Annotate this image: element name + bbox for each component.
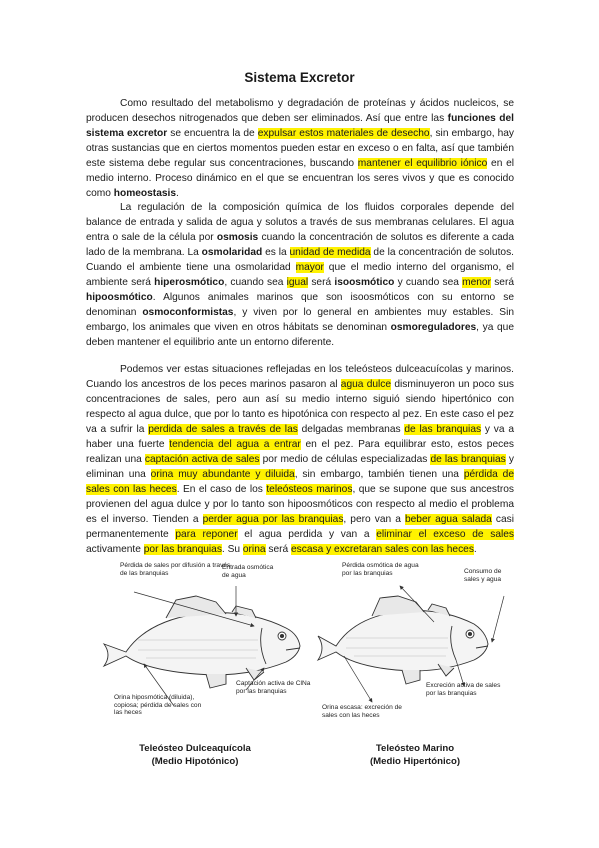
fresh-label-active-uptake: Captación activa de ClNa por las branquias <box>236 680 311 695</box>
caption-marine-title: Teleósteo Marino <box>375 743 455 754</box>
marine-label-salt-excretion: Excreción activa de sales por las branquias <box>426 682 501 697</box>
fish-illustrations <box>86 556 516 746</box>
marine-label-urine: Orina escasa: excreción de sales con las heces <box>322 704 402 719</box>
caption-marine <box>330 742 500 768</box>
paragraph-osmoregulation: La regulación de la composición química de los fluidos corporales depende del balance de entrada y salida de agua y solutos a través de sus membranas celulares. El agua entra o sale de la célula por osmosis cuando la concentración de solutos es diferente a cada lado de la membrana. La osmolaridad es la unidad de medida de la concentración de solutos. Cuando el ambiente tiene una osmolaridad mayor que el medio interno del organismo, el ambiente será hiperosmótico, cuando sea igual será isoosmótico y cuando sea menor será hipoosmótico. Algunos animales marinos que son isoosmóticos con su entorno se denominan osmoconformistas, y viven por lo general en ambientes muy estables. Sin embargo, los animales que viven en otros hábitats se denominan osmoreguladores, ya que deben mantener el equilibrio ante un entorno diferente. <box>86 202 515 348</box>
caption-freshwater <box>110 742 280 768</box>
marine-label-drinking: Consumo de sales y agua <box>464 568 502 583</box>
fresh-label-water-intake: Entrada osmótica de agua <box>222 564 274 579</box>
paragraph-intro: Como resultado del metabolismo y degradación de proteínas y ácidos nucleicos, se producen desechos nitrogenados que deben ser eliminados. Así que entre las funciones del sistema excretor se encuentra la de expulsar estos materiales de desecho, sin embargo, hay otras sustancias que en ciertos momentos pueden estar en exceso o en falta, así que también este sistema debe regular sus concentraciones, buscando mantener el equilibrio iónico en el medio interno. Proceso dinámico en el que se encuentran los seres vivos y que es conocido como homeostasis. <box>86 98 515 199</box>
marine-fish-drawing <box>318 596 488 684</box>
fresh-label-salt-loss: Pérdida de sales por difusión a través de las branquias <box>120 562 231 577</box>
fresh-label-urine: Orina hiposmótica (diluida), copiosa; pérdida de sales con las heces <box>114 694 202 717</box>
page-title: Sistema Excretor <box>244 70 355 85</box>
paragraph-teleosts: Podemos ver estas situaciones reflejadas en los teleósteos dulceacuícolas y marinos. Cuando los ancestros de los peces marinos pasaron al agua dulce disminuyeron un poco sus concentraciones de sales, pero aun así su medio interno siguió siendo hipertónico con respecto al agua dulce, que por lo tanto es hipotónica con respecto al pez. En este caso el pez va a sufrir la perdida de sales a través de las delgadas membranas de las branquias y va a haber una fuerte tendencia del agua a entrar en el pez. Para equilibrar esto, estos peces realizan una captación activa de sales por medio de células especializadas de las branquias y eliminan una orina muy abundante y diluida, sin embargo, también tienen una pérdida de sales con las heces. En el caso de los teleósteos marinos, que se supone que sus ancestros provienen del agua dulce y por lo tanto son hipoosmóticos con respecto al medio el problema es el inverso. Tienden a perder agua por las branquias, pero van a beber agua salada casi permanentemente para reponer el agua perdida y van a eliminar el exceso de sales activamente por las branquias. Su orina será escasa y excretaran sales con las heces. <box>86 364 515 555</box>
freshwater-fish-drawing <box>104 596 300 688</box>
caption-freshwater-subtitle: (Medio Hipotónico) <box>151 756 239 767</box>
caption-marine-subtitle: (Medio Hipertónico) <box>369 756 461 767</box>
marine-label-water-loss: Pérdida osmótica de agua por las branquias <box>342 562 419 577</box>
caption-freshwater-title: Teleósteo Dulceaquícola <box>139 743 251 754</box>
